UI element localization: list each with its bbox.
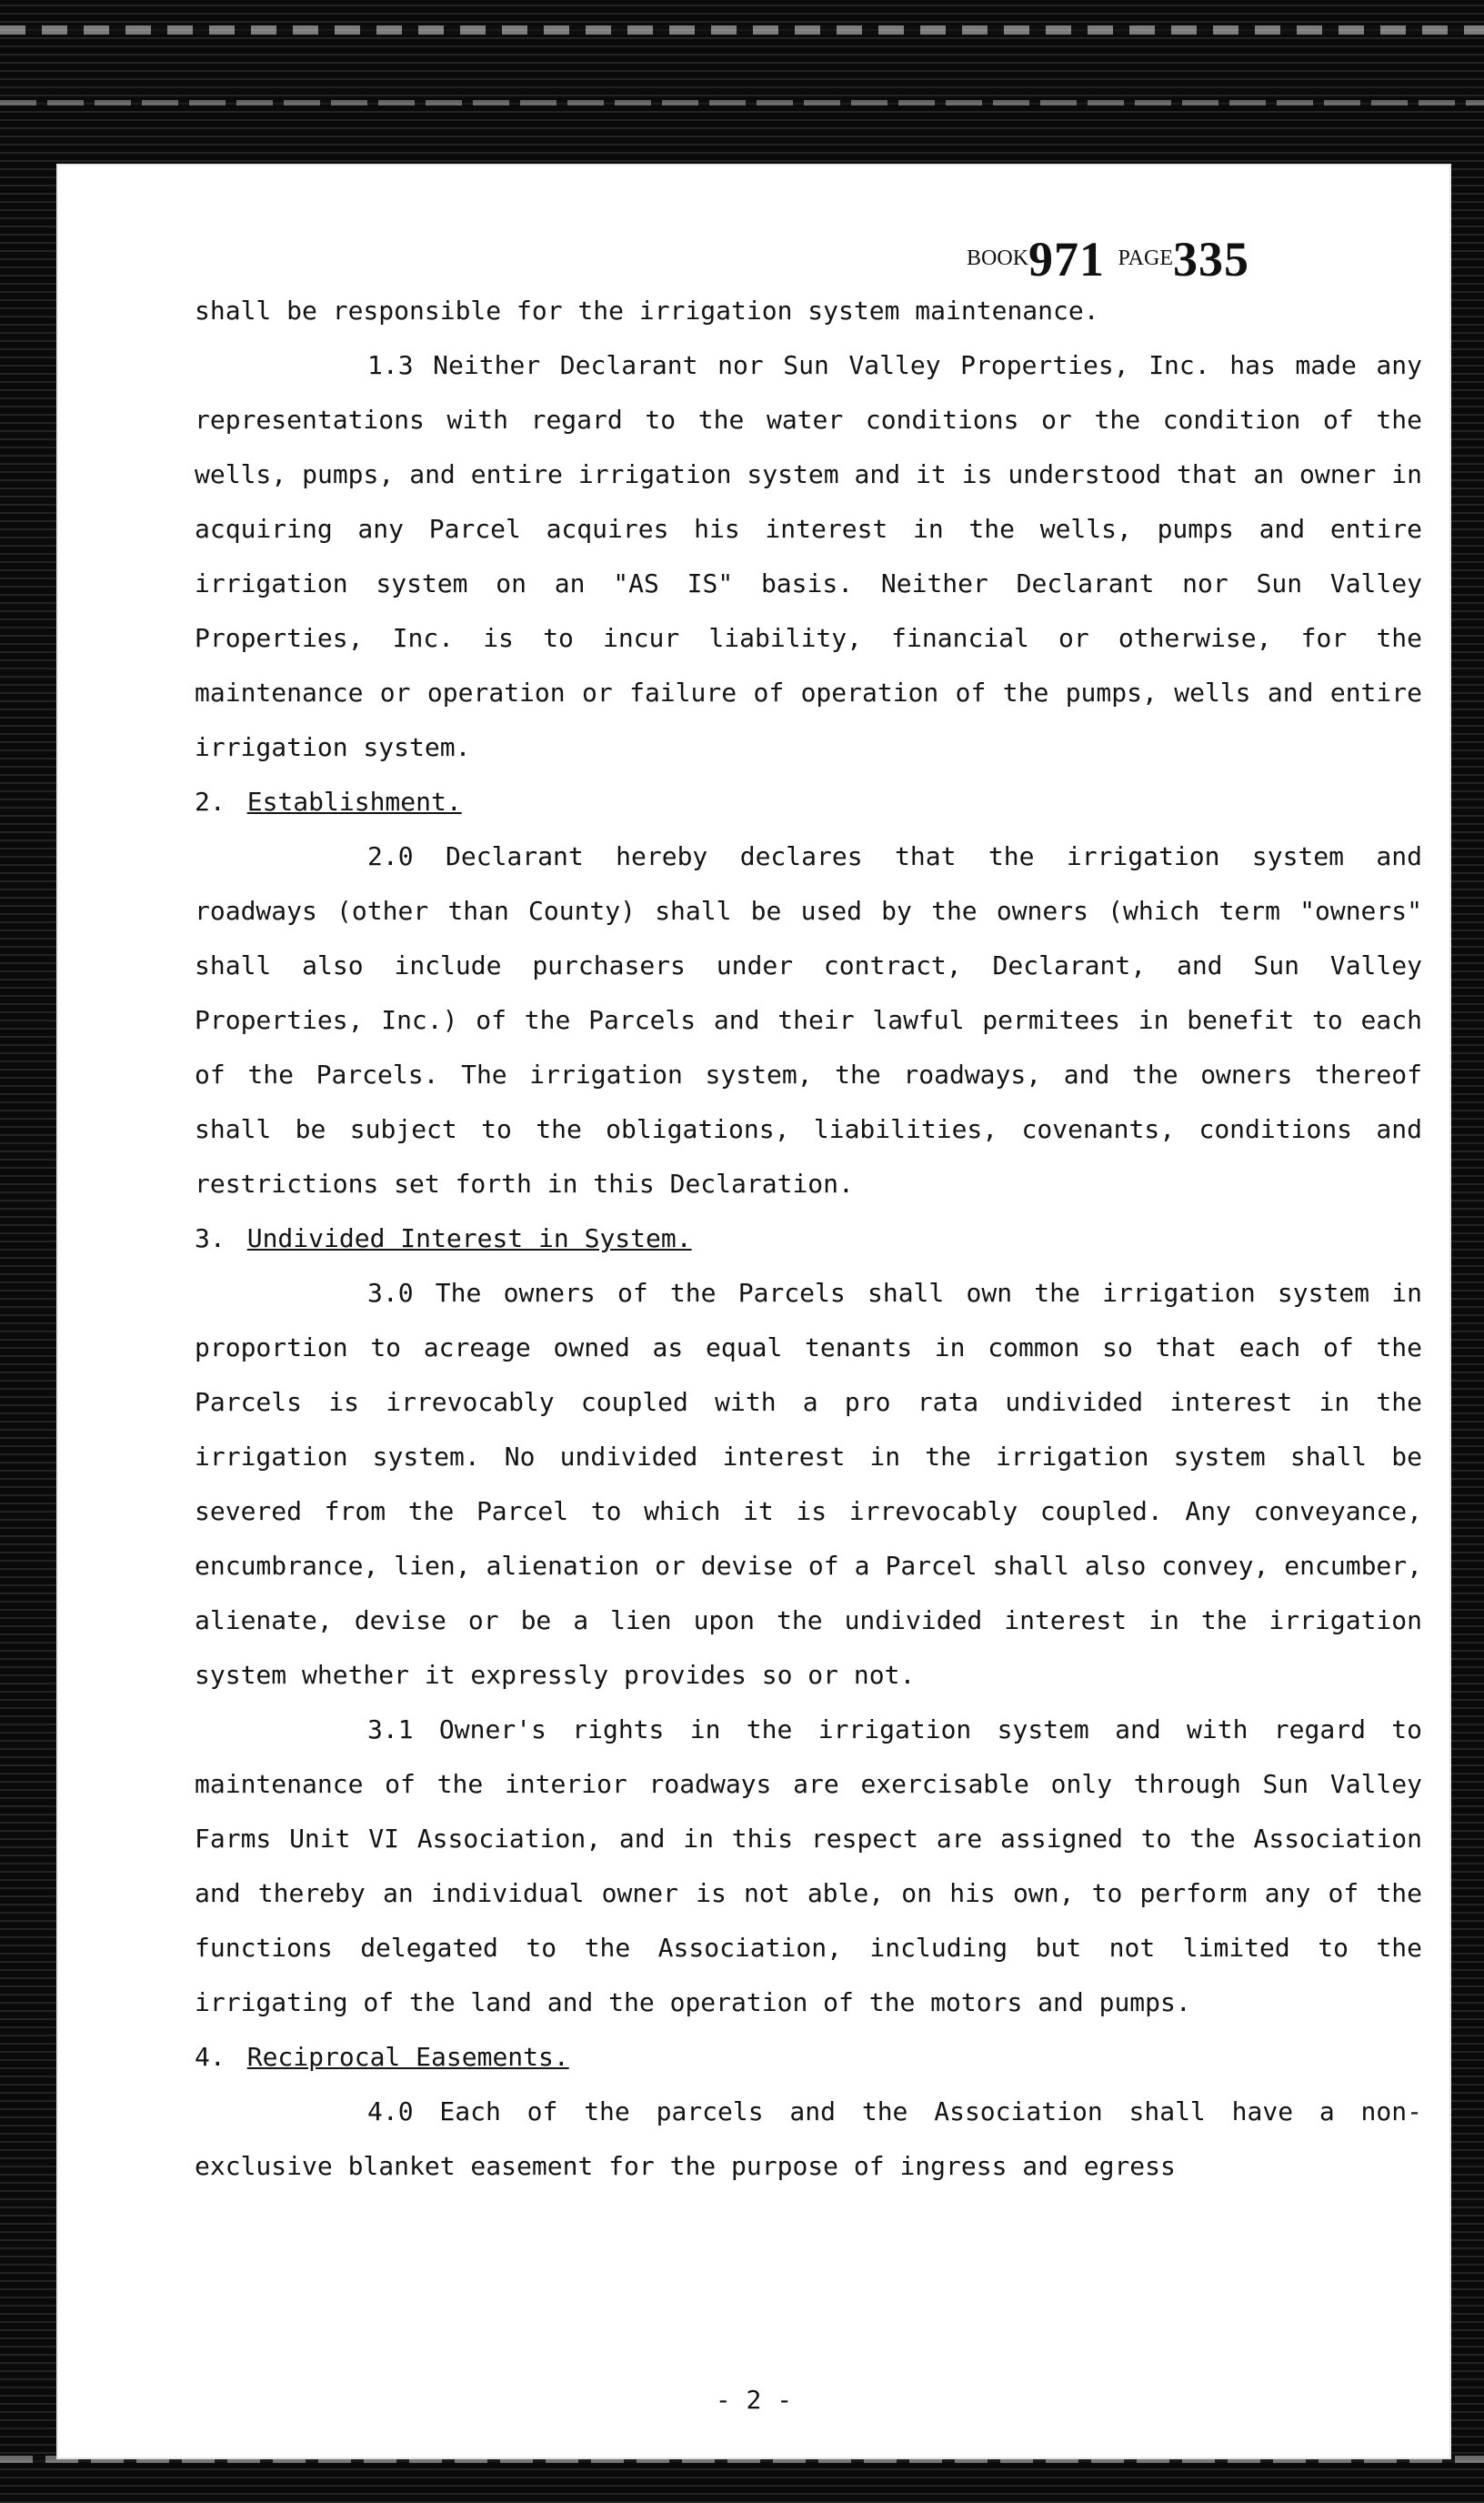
document-page bbox=[58, 166, 1449, 2458]
paragraph-4-0: 4.0 Each of the parcels and the Association shall have a non-exclusive blanket easement for the purpose of ingress and egress bbox=[195, 2096, 1422, 2181]
paragraph-continuation: shall be responsible for the irrigation system maintenance. bbox=[195, 296, 1099, 326]
book-page-reference bbox=[967, 231, 1249, 287]
section-title: Undivided Interest in System. bbox=[246, 1223, 692, 1253]
section-number: 4. bbox=[195, 2042, 226, 2072]
paragraph-3-1: 3.1 Owner's rights in the irrigation system and with regard to maintenance of the interior roadways are exercisable only through Sun Valley Farms Unit VI Association, and in this respect are assigned to the Association and thereby an individual owner is not able, on his own, to perform any of the functions delegated to the Association, including but not limited to the irrigating of the land and the operation of the motors and pumps. bbox=[195, 1714, 1422, 2017]
page-label: PAGE bbox=[1118, 246, 1173, 270]
section-heading-3 bbox=[195, 1211, 1422, 1266]
book-label: BOOK bbox=[967, 246, 1029, 270]
section-heading-4 bbox=[195, 2030, 1422, 2085]
paragraph-3-0: 3.0 The owners of the Parcels shall own the irrigation system in proportion to acreage owned as equal tenants in common so that each of the Parcels is irrevocably coupled with a pro rata undivided interest in the irrigation system. No undivided interest in the irrigation system shall be severed from the Parcel to which it is irrevocably coupled. Any conveyance, encumbrance, lien, alienation or devise of a Parcel shall also convey, encumber, alienate, devise or be a lien upon the undivided interest in the irrigation system whether it expressly provides so or not. bbox=[195, 1278, 1422, 1690]
paragraph-1-3: 1.3 Neither Declarant nor Sun Valley Properties, Inc. has made any representations with regard to the water conditions or the condition of the wells, pumps, and entire irrigation system and it is understood that an owner in acquiring any Parcel acquires his interest in the wells, pumps and entire irrigation system on an "AS IS" basis. Neither Declarant nor Sun Valley Properties, Inc. is to incur liability, financial or otherwise, for the maintenance or operation or failure of operation of the pumps, wells and entire irrigation system. bbox=[195, 350, 1422, 762]
page-number-ref: 335 bbox=[1173, 232, 1249, 286]
section-heading-2 bbox=[195, 775, 1422, 829]
book-number: 971 bbox=[1028, 232, 1106, 286]
document-body bbox=[195, 284, 1422, 2194]
page-number-footer: - 2 - bbox=[715, 2385, 793, 2415]
section-number: 2. bbox=[195, 787, 226, 817]
paragraph-2-0: 2.0 Declarant hereby declares that the irrigation system and roadways (other than County) shall be used by the owners (which term "owners" shall also include purchasers under contract, Declarant, and Sun Valley Properties, Inc.) of the Parcels and their lawful permitees in benefit to each of the Parcels. The irrigation system, the roadways, and the owners thereof shall be subject to the obligations, liabilities, covenants, conditions and restrictions set forth in this Declaration. bbox=[195, 841, 1422, 1199]
section-title: Reciprocal Easements. bbox=[246, 2042, 569, 2072]
section-number: 3. bbox=[195, 1223, 226, 1253]
section-title: Establishment. bbox=[246, 787, 462, 817]
scan-noise-top bbox=[0, 25, 1484, 35]
scan-noise-top-2 bbox=[0, 100, 1484, 106]
